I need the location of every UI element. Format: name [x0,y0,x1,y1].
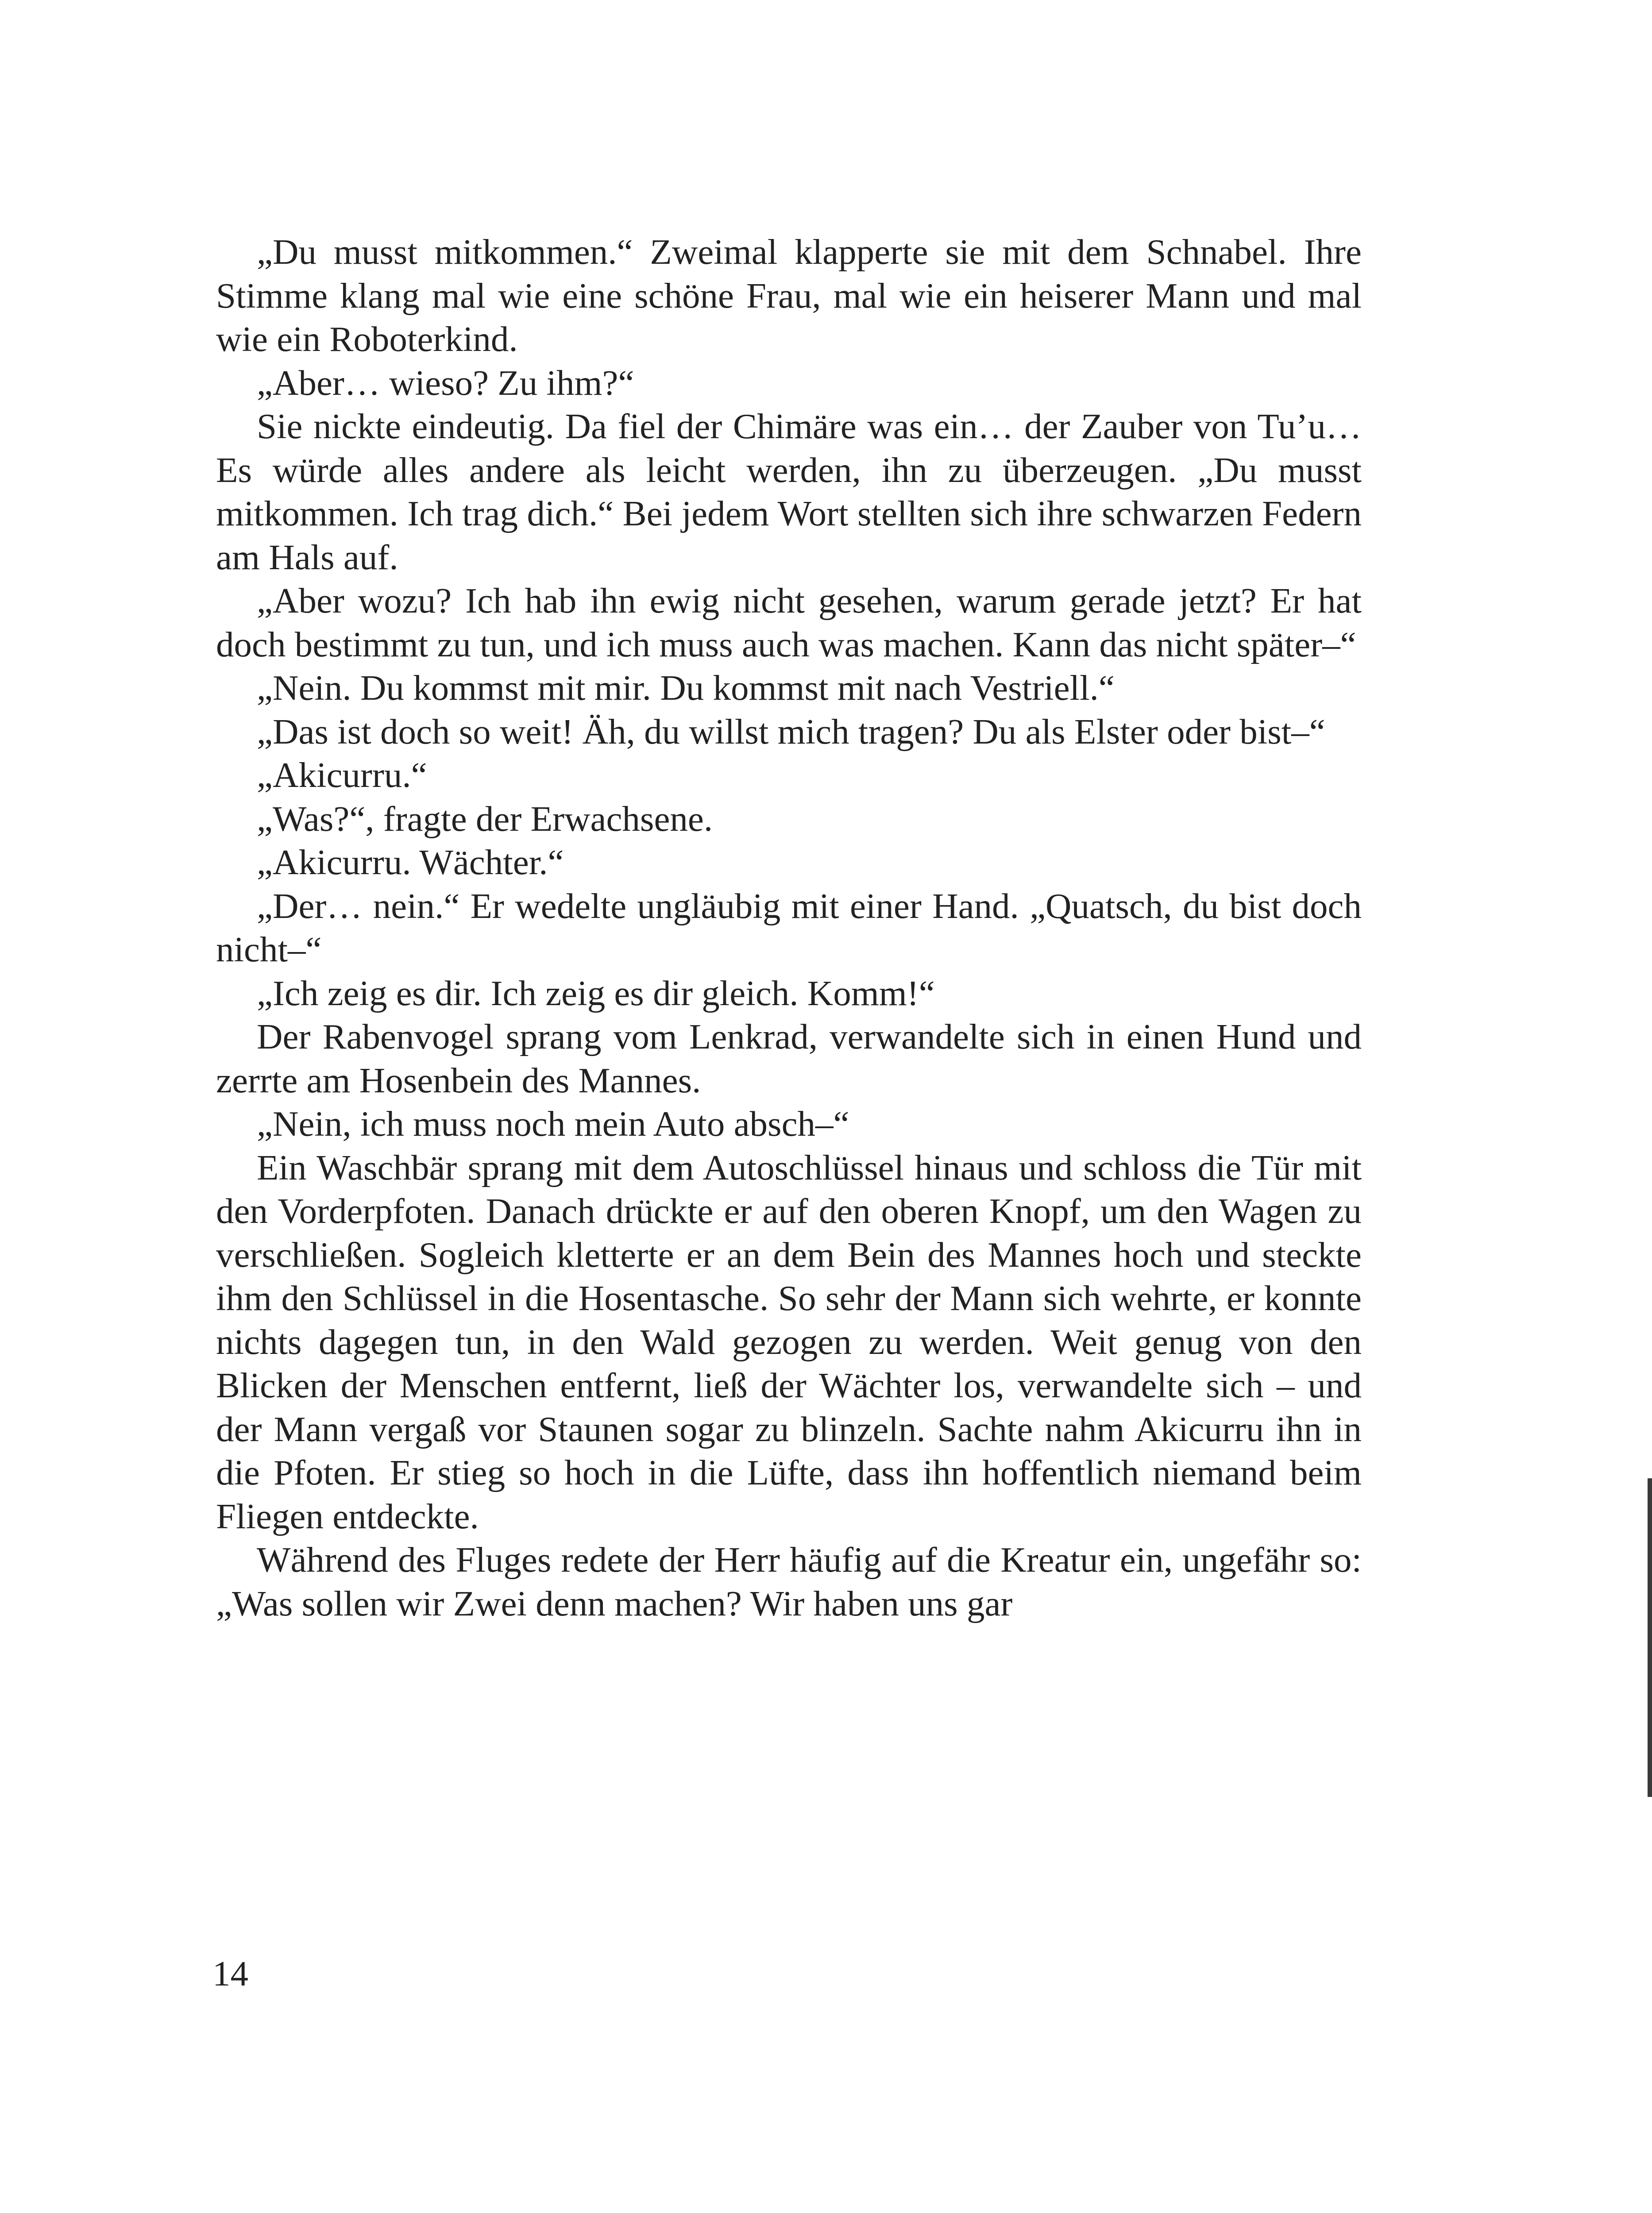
body-text [216,230,1362,1625]
paragraph: „Nein, ich muss noch mein Auto absch–“ [257,1104,849,1144]
paragraph: „Der… nein.“ Er wedelte ungläubig mit einer Hand. „Quatsch, du bist doch nicht–“ [216,886,1362,969]
paragraph: „Das ist doch so weit! Äh, du willst mich tragen? Du als Elster oder bist–“ [257,711,1325,752]
paragraph: „Nein. Du kommst mit mir. Du kommst mit nach Vestriell.“ [257,668,1115,708]
paragraph: „Akicurru.“ [257,755,427,795]
paragraph: Der Rabenvogel sprang vom Lenkrad, verwandelte sich in einen Hund und zerrte am Hosenbein des Mannes. [216,1017,1362,1100]
paragraph: „Ich zeig es dir. Ich zeig es dir gleich. Komm!“ [257,973,935,1013]
paragraph: Sie nickte eindeutig. Da fiel der Chimäre was ein… der Zauber von Tu’u… Es würde alles andere als leicht werden, ihn zu überzeugen. „Du musst mitkommen. Ich trag dich.“ Bei jedem Wort stellten sich ihre schwarzen Federn am Hals auf. [216,406,1362,577]
paragraph: „Du musst mitkommen.“ Zweimal klapperte sie mit dem Schnabel. Ihre Stimme klang mal wie eine schöne Frau, mal wie ein heiserer Mann und mal wie ein Roboterkind. [216,232,1362,359]
paragraph: „Aber wozu? Ich hab ihn ewig nicht gesehen, warum gerade jetzt? Er hat doch bestimmt zu tun, und ich muss auch was machen. Kann das nicht später–“ [216,581,1362,664]
paragraph: Ein Waschbär sprang mit dem Autoschlüssel hinaus und schloss die Tür mit den Vorderpfoten. Danach drückte er auf den oberen Knopf, um den Wagen zu verschließen. Sogleich kletterte er an dem Bein des Mannes hoch und steckte ihm den Schlüssel in die Hosentasche. So sehr der Mann sich wehrte, er konnte nichts dagegen tun, in den Wald gezogen zu werden. Weit genug von den Blicken der Menschen entfernt, ließ der Wächter los, verwandelte sich – und der Mann vergaß vor Staunen sogar zu blinzeln. Sachte nahm Akicurru ihn in die Pfoten. Er stieg so hoch in die Lüfte, dass ihn hoffentlich niemand beim Fliegen entdeckte. [216,1147,1362,1536]
paragraph: „Aber… wieso? Zu ihm?“ [257,362,634,403]
paragraph: „Was?“, fragte der Erwachsene. [257,798,713,839]
page-edge-mark [1648,1478,1652,1797]
paragraph: Während des Fluges redete der Herr häufig auf die Kreatur ein, ungefähr so: „Was sollen wir Zwei denn machen? Wir haben uns gar [216,1540,1362,1623]
paragraph: „Akicurru. Wächter.“ [257,842,564,882]
page-number: 14 [212,1954,248,1993]
